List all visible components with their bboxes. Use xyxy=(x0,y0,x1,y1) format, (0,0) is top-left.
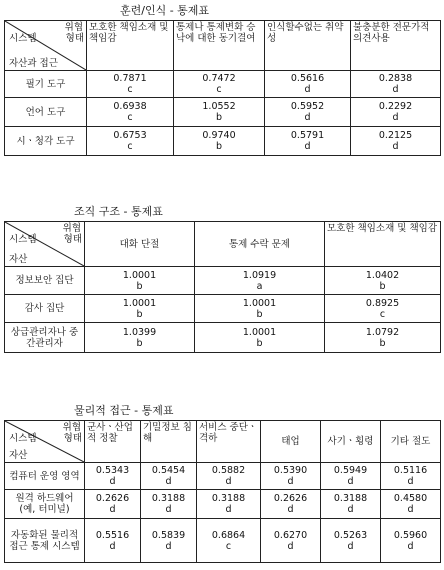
column-header: 통제 수락 문제 xyxy=(195,222,325,267)
value-cell: 1.0399 b xyxy=(85,323,195,353)
corner-form: 형태 xyxy=(65,33,84,44)
table-row xyxy=(5,267,441,295)
table-row xyxy=(5,323,441,353)
table3-corner-cell xyxy=(5,421,85,463)
value-cell: 1.0001 b xyxy=(195,323,325,353)
column-header: 모호한 책임소재 및 책임감 xyxy=(325,222,441,267)
value-cell: 0.5791 d xyxy=(265,127,351,156)
value-cell: 0.5952 d xyxy=(265,98,351,127)
value-cell: 1.0001 b xyxy=(85,267,195,295)
value-cell: 1.0402 b xyxy=(325,267,441,295)
value-cell: 0.3188 d xyxy=(197,490,261,519)
value-cell: 0.2838 d xyxy=(351,71,441,98)
value-cell: 0.6864 c xyxy=(197,519,261,563)
column-header: 인식할수없는 취약성 xyxy=(265,21,351,71)
value-cell: 0.2292 d xyxy=(351,98,441,127)
corner-system: 시스템 xyxy=(9,33,37,44)
row-label: 원격 하드웨어 (예, 터미널) xyxy=(5,490,85,519)
table3 xyxy=(4,420,441,563)
value-cell: 1.0001 b xyxy=(195,295,325,323)
corner-system: 시스템 xyxy=(9,234,37,245)
table2-corner-cell xyxy=(5,222,85,267)
table2 xyxy=(4,221,441,353)
column-header: 불충분한 전문가적 의견사용 xyxy=(351,21,441,71)
corner-form: 형태 xyxy=(63,433,82,444)
column-header: 기타 절도 xyxy=(381,421,441,463)
column-header: 군사ㆍ산업적 정찰 xyxy=(85,421,141,463)
row-label: 필기 도구 xyxy=(5,71,87,98)
table-row xyxy=(5,490,441,519)
corner-threat: 위협 xyxy=(62,223,81,234)
value-cell: 0.5390 d xyxy=(261,463,321,490)
corner-threat: 위협 xyxy=(64,22,83,33)
value-cell: 1.0792 b xyxy=(325,323,441,353)
value-cell: 0.5882 d xyxy=(197,463,261,490)
row-label: 컴퓨터 운영 영역 xyxy=(5,463,85,490)
row-label: 시ㆍ청각 도구 xyxy=(5,127,87,156)
table-row xyxy=(5,127,441,156)
value-cell: 0.3188 d xyxy=(141,490,197,519)
value-cell: 0.9740 b xyxy=(174,127,265,156)
table1-corner-cell xyxy=(5,21,87,71)
value-cell: 0.7472 c xyxy=(174,71,265,98)
table-row xyxy=(5,463,441,490)
value-cell: 0.5616 d xyxy=(265,71,351,98)
value-cell: 0.5116 d xyxy=(381,463,441,490)
value-cell: 0.5263 d xyxy=(321,519,381,563)
value-cell: 0.5949 d xyxy=(321,463,381,490)
value-cell: 1.0001 b xyxy=(85,295,195,323)
value-cell: 0.6753 c xyxy=(87,127,174,156)
column-header: 대화 단절 xyxy=(85,222,195,267)
value-cell: 0.2626 d xyxy=(261,490,321,519)
value-cell: 0.3188 d xyxy=(321,490,381,519)
value-cell: 0.5343 d xyxy=(85,463,141,490)
corner-threat: 위협 xyxy=(62,422,81,433)
column-header: 통제나 통제변화 승낙에 대한 동기결여 xyxy=(174,21,265,71)
row-label: 자동화된 물리적 접근 통제 시스템 xyxy=(5,519,85,563)
corner-system: 시스템 xyxy=(9,433,37,444)
column-header: 모호한 책임소재 및 책임감 xyxy=(87,21,174,71)
value-cell: 0.4580 d xyxy=(381,490,441,519)
table2-title: 조직 구조 - 통제표 xyxy=(74,205,163,218)
table1 xyxy=(4,20,441,156)
value-cell: 0.6270 d xyxy=(261,519,321,563)
table-row xyxy=(5,98,441,127)
value-cell: 0.2125 d xyxy=(351,127,441,156)
corner-asset: 자산 xyxy=(9,254,28,265)
value-cell: 1.0919 a xyxy=(195,267,325,295)
column-header: 태업 xyxy=(261,421,321,463)
value-cell: 0.5960 d xyxy=(381,519,441,563)
value-cell: 0.6938 c xyxy=(87,98,174,127)
table-row xyxy=(5,71,441,98)
corner-asset: 자산 xyxy=(9,450,28,461)
column-header: 서비스 중단ㆍ격하 xyxy=(197,421,261,463)
table1-title: 훈련/인식 - 통제표 xyxy=(120,4,210,17)
row-label: 정보보안 집단 xyxy=(5,267,85,295)
corner-asset: 자산과 접근 xyxy=(9,58,58,69)
value-cell: 0.7871 c xyxy=(87,71,174,98)
row-label: 상급관리자나 중간관리자 xyxy=(5,323,85,353)
corner-form: 형태 xyxy=(63,234,82,245)
column-header: 기밀정보 침해 xyxy=(141,421,197,463)
value-cell: 0.2626 d xyxy=(85,490,141,519)
row-label: 감사 집단 xyxy=(5,295,85,323)
value-cell: 0.8925 c xyxy=(325,295,441,323)
table3-title: 물리적 접근 - 통제표 xyxy=(74,404,174,417)
value-cell: 0.5454 d xyxy=(141,463,197,490)
table-row xyxy=(5,519,441,563)
table-row xyxy=(5,295,441,323)
value-cell: 0.5516 d xyxy=(85,519,141,563)
value-cell: 0.5839 d xyxy=(141,519,197,563)
row-label: 언어 도구 xyxy=(5,98,87,127)
column-header: 사기ㆍ횡령 xyxy=(321,421,381,463)
value-cell: 1.0552 b xyxy=(174,98,265,127)
